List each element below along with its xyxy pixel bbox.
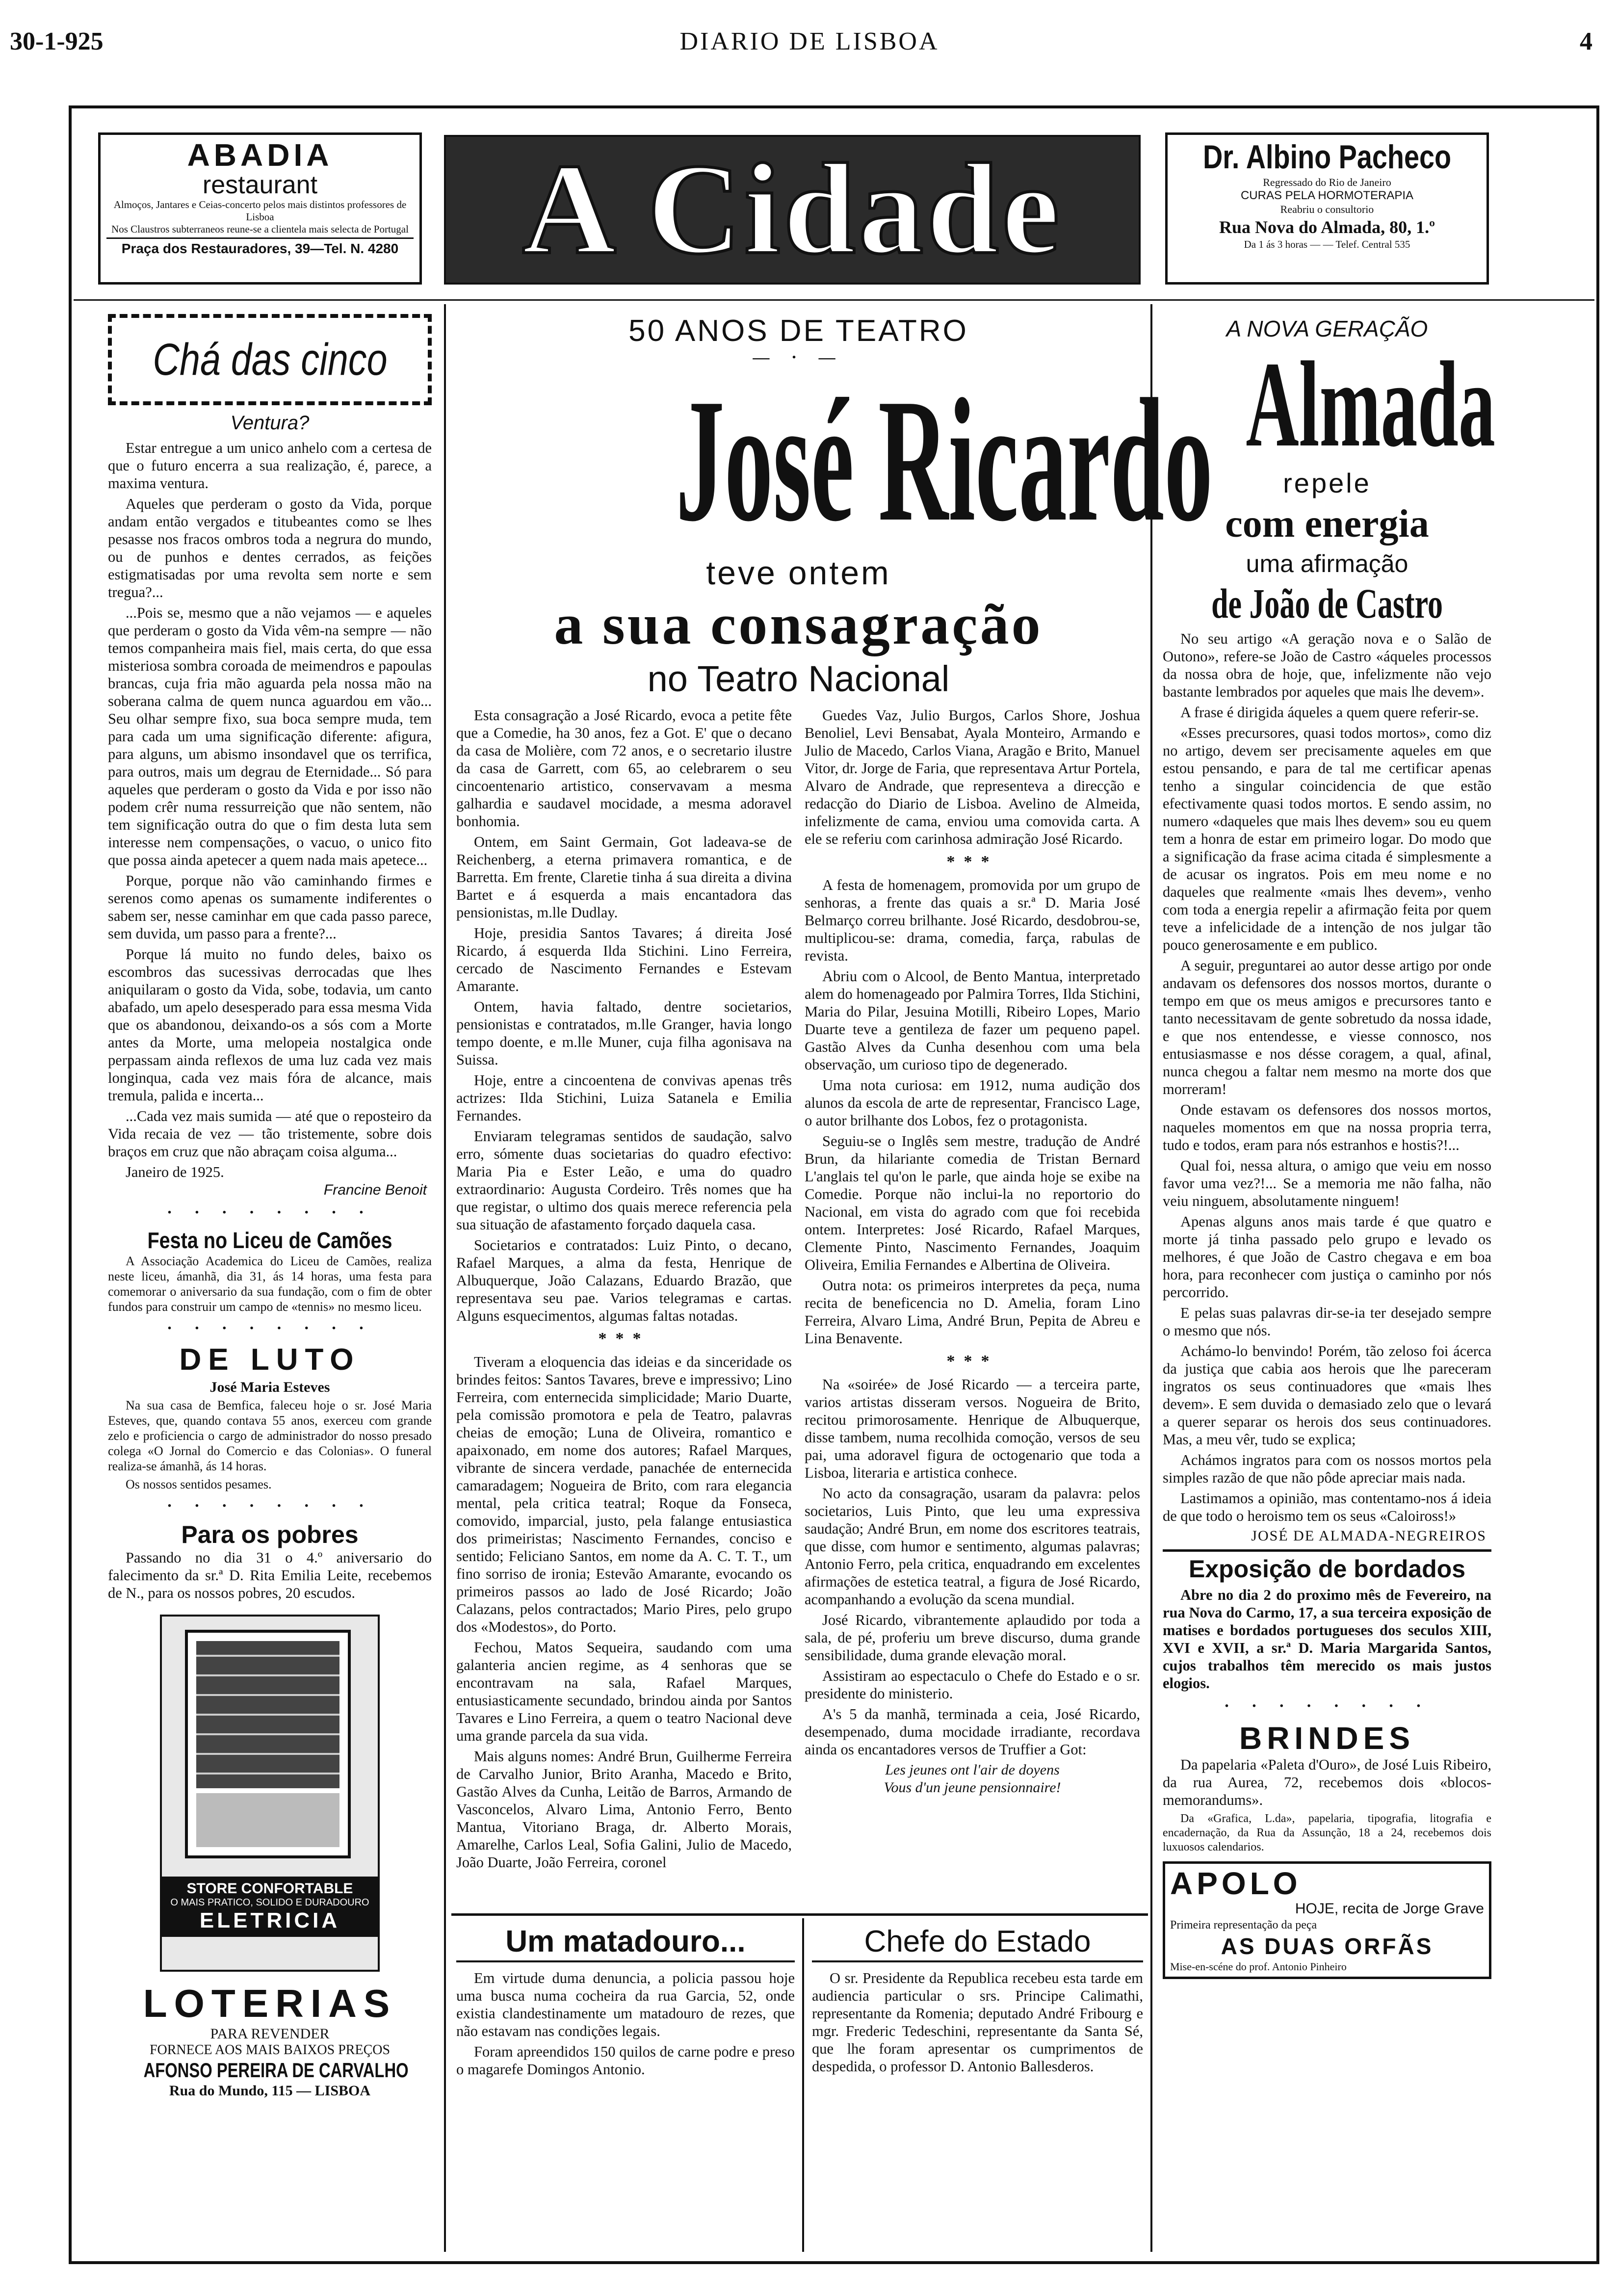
ad-pacheco-line1: Regressado do Rio de Janeiro <box>1263 176 1391 188</box>
store-ad-line3: ELETRICIA <box>199 1908 340 1932</box>
chefe-text: O sr. Presidente da Republica recebeu esta tarde em audiencia particular o srs. Principe Calimathi, representante da Romenia; deputado André Fribourg e mgr. Frederic Tedeschini, representante da Santa Sé, que lhe foram apresentar os cumprimentos de despedida, o professor D. Antonio Ballesderos. <box>812 1970 1143 2075</box>
ad-pacheco-line3: Reabriu o consultorio <box>1280 203 1374 215</box>
main-para: Tiveram a eloquencia das ideias e da sinceridade os brindes feitos: Santos Tavares, breve e impressivo; Lino Ferreira, com enternecida simplicidade; Mario Duarte, pela comissão promotora e pela de Teatro, palavras cheias de emoção; Luna de Oliveira, romantico e apaixonado, em nome dos autores; Rafael Marques, vibrante de sincera verdade, panachée de enternecida camaradagem; Nogueira de Brito, com rara elegancia mental, pela critica teatral; Roque da Fonseca, comovido, imparcial, justo, pela falange entusiastica dos primeiristas; Nascimento Fernandes, conciso e sentido; Feliciano Santos, em nome da A. C. T. T., um fino sorriso de ironia; Estevão Amarante, evocando os primeiros passos ao lado de José Ricardo; João Calazans, pelos contractados; Mario Pires, pelo grupo dos «Modestos», do Porto. <box>456 1354 792 1635</box>
divider: · · · · · · · · <box>166 1319 373 1337</box>
main-stars: *** <box>946 1352 998 1370</box>
almada-deck1: repele <box>1283 468 1371 498</box>
main-para: Na «soirée» de José Ricardo — a terceira parte, varios artistas disseram versos. Nogueira de Brito, recitou primorosamente. Henrique de Albuquerque, disse tambem, numa recolhida comoção, versos de seu pai, uma adoravel figura de octogenario que toda a Lisboa, literaria e artistica conhece. <box>805 1376 1140 1481</box>
main-stars: *** <box>598 1330 650 1348</box>
main-para: Mais alguns nomes: André Brun, Guilherme Ferreira de Carvalho Junior, Brito Aranha, Macedo e Brito, Gastão Alves da Cunha, Leitão de Barros, Armando de Vasconcelos, Alvaro Lima, Antonio Ferro, Bento Mantua, Vitoriano Braga, dr. Alberto Morais, Amarelhe, Carlos Leal, Sofia Galini, Julio de Macedo, João Duarte, João Ferreira, coronel <box>456 1748 792 1871</box>
luto-title: DE LUTO <box>179 1343 361 1377</box>
almada-body <box>1163 630 1491 1525</box>
rule-top <box>74 299 1594 301</box>
bordados-title: Exposição de bordados <box>1188 1555 1465 1583</box>
almada-para: Lastimamos a opinião, mas contentamo-nos á ideia de que todo o heroismo tem os seus «Caloiross!» <box>1163 1490 1491 1524</box>
masthead-title: A Cidade <box>522 137 1063 281</box>
liceu-body <box>108 1253 432 1314</box>
divider: — · — <box>753 348 844 366</box>
ad-abadia-line2: Nos Claustros subterraneos reune-se a clientela mais selecta de Portugal <box>111 223 409 235</box>
main-para: Ontem, havia faltado, dentre societarios, pensionistas e contratados, m.lle Granger, havia longo tempo doente, e m.lle Muner, cuja filha agonisava na Suissa. <box>456 998 792 1068</box>
cha-para: ...Pois se, mesmo que a não vejamos — e aqueles que perderam o gosto da Vida vêm-na sempre — não temos companheira mais fiel, mais certa, do que essa misteriosa sombra coroada de meimendros e papoulas brancas, cuja fria mão aguarda pela nossa mão na soberana calma de quem nunca aguardou em vão... Seu olhar sempre fixo, sua boca sempre muda, tem para cada um uma significação diferente: afigura, para alguns, um abismo insondavel que os terrifica, para outros, mais um degrau de Eternidade... Só para aqueles que perderam o gosto da Vida e por isso não podem crêr numa ressurreição que não sentem, não tem significação outra do que o fim desta luta sem interesse nem compensações, o vacuo, o unico fito que possa ainda apetecer a quem nada mais apetece... <box>108 604 432 868</box>
divider: · · · · · · · · <box>1224 1697 1431 1715</box>
cha-para: Janeiro de 1925. <box>126 1164 224 1180</box>
main-deck2: a sua consagração <box>554 592 1043 656</box>
apolo-line3: AS DUAS ORFÃS <box>1221 1933 1434 1959</box>
almada-para: Achámos ingratos para com os nossos mortos pela simples razão de que não pôde apreciar mais nada. <box>1163 1452 1491 1486</box>
main-kicker: 50 ANOS DE TEATRO <box>628 314 968 348</box>
almada-signature: JOSÉ DE ALMADA-NEGREIROS <box>1251 1528 1487 1544</box>
ad-abadia <box>98 132 422 285</box>
main-para: No acto da consagração, usaram da palavra: pelos societarios, Luis Pinto, que leu uma expressiva saudação; André Brun, em nome dos escritores teatrais, que disse, com humor e sentimento, algumas palavras; Antonio Ferro, pela critica, enquadrando em excelentes afirmações de estetica teatral, a figura de José Ricardo, acompanhando a evolução da scena mundial. <box>805 1485 1140 1608</box>
matadouro-text2: Foram apreendidos 150 quilos de carne podre e preso o magarefe Domingos Antonio. <box>456 2043 795 2078</box>
luto-body <box>108 1398 432 1492</box>
cha-box <box>108 314 432 405</box>
brindes-title: BRINDES <box>1239 1721 1415 1756</box>
store-ad-line2: O MAIS PRATICO, SOLIDO E DURADOURO <box>170 1897 369 1908</box>
ad-abadia-sub: restaurant <box>202 171 318 199</box>
luto-text: Na sua casa de Bemfica, faleceu hoje o sr. José Maria Esteves, que, quando contava 55 anos, exerceu com grande zelo e proficiencia o cargo de administrador do nosso presado colega «O Jornal do Comercio e das Colonias». O funeral realiza-se ámanhã, ás 14 horas. <box>108 1398 432 1473</box>
cha-para: Porque lá muito no fundo deles, baixo os escombros das sucessivas derrocadas que lhes aniquilaram o gosto da Vida, sobe, todavia, um canto abafado, um apelo desesperado para essa mesma Vida que os abandonou, deixando-os a sós com a Morte antes da Morte, uma melopeia nostalgica onde perpassam ainda reflexos de uma luz cada vez mais longinqua, cada vez mais fóra de alcance, mais tremula, palida e incerta... <box>108 946 432 1104</box>
matadouro <box>456 1923 795 2247</box>
ad-abadia-address: Praça dos Restauradores, 39—Tel. N. 4280 <box>106 237 414 259</box>
main-stars: *** <box>946 853 998 871</box>
main-para: A festa de homenagem, promovida por um grupo de senhoras, a frente das quais a sr.ª D. Maria José Belmarço correu brilhante. José Ricardo, desdobrou-se, multiplicou-se: drama, comedia, farça, rabulas de revista. <box>805 877 1140 964</box>
header-page: 4 <box>1580 27 1592 55</box>
store-ad-line1: STORE CONFORTABLE <box>186 1880 353 1897</box>
loterias-title: LOTERIAS <box>143 1982 397 2025</box>
matadouro-body <box>456 1969 795 2078</box>
main-para: Fechou, Matos Sequeira, saudando com uma galanteria ancien regime, as 4 senhoras que se encontravam na sala, Rafael Marques, entusiasticamente secundado, brindou ainda por Santos Tavares e Lino Ferreira, a quem o teatro Nacional deve uma grande parcela da sua vida. <box>456 1639 792 1744</box>
brindes-text1: Da papelaria «Paleta d'Ouro», de José Luis Ribeiro, da rua Aurea, 72, recebemos dois «blocos-memorandums». <box>1163 1756 1491 1808</box>
divider: · · · · · · · · <box>166 1203 373 1222</box>
store-ad <box>160 1615 380 1972</box>
chefe <box>812 1923 1143 2247</box>
main-headline: José Ricardo <box>676 362 1213 558</box>
main-para: Guedes Vaz, Julio Burgos, Carlos Shore, Joshua Benoliel, Levi Bensabat, Ayala Monteiro, Armando e Julio de Macedo, Carlos Viana, Aragão e Brito, Manuel Vitor, dr. Jorge de Faria, que representava Artur Portela, Alvaro de Andrade, que representeva a direcção e redacção do Diario de Lisboa. Avelino de Almeida, infelizmente de cama, enviou uma comovida carta. A ele se referiu com carinhosa admiração José Ricardo. <box>805 707 1140 847</box>
matadouro-title: Um matadouro... <box>456 1923 795 1962</box>
luto-end: Os nossos sentidos pesames. <box>126 1477 272 1491</box>
ad-abadia-line1: Almoços, Jantares e Ceias-concerto pelos mais distintos professores de Lisboa <box>113 199 407 223</box>
main-col-a <box>456 706 792 1874</box>
chefe-body <box>812 1969 1143 2075</box>
cha-author: Francine Benoit <box>323 1182 427 1198</box>
ad-pacheco-line4: Rua Nova do Almada, 80, 1.º <box>1219 217 1435 237</box>
almada-para: A seguir, preguntarei ao autor desse artigo por onde andavam os defensores dos nossos mortos, durante o tempo em que os meus amigos e precursores tanto e tanto necessitavam de gente sobretudo da nossa idade, e que nos entendesse, e viesse connosco, nos entusiasmasse e nos désse coragem, a qual, afinal, nunca chegou a faltar nem mesmo na morte dos que morreram! <box>1163 957 1491 1097</box>
main-para: Hoje, presidia Santos Tavares; á direita José Ricardo, á esquerda Ilda Stichini. Lino Ferreira, cercado de Nascimento Fernandes e Estevam Amarante. <box>456 925 792 994</box>
cha-para: Aqueles que perderam o gosto da Vida, porque andam então vergados e titubeantes como se lhes pesasse nos fracos ombros toda a negrura do mundo, ou de punhos e dentes cerrados, as feições estigmatisadas por uma revolta sem norte e sem tregua?... <box>108 496 432 600</box>
cha-para: ...Cada vez mais sumida — até que o reposteiro da Vida recaia de vez — tão tristemente, sobre dois braços em cruz que não abraçam coisa alguma... <box>108 1108 432 1160</box>
main-deck1: teve ontem <box>706 554 891 592</box>
almada-deck4: de João de Castro <box>1211 580 1443 627</box>
main-para: Uma nota curiosa: em 1912, numa audição dos alunos da escola de arte de representar, Francisco Lage, o autor brilhante dos Lobos, fez o protagonista. <box>805 1077 1140 1129</box>
almada-deck3: uma afirmação <box>1246 550 1408 577</box>
almada-para: Onde estavam os defensores dos nossos mortos, naqueles momentos em que na nossa propria terra, tudo e todos, eram para nós estranhos e hostis?!... <box>1163 1101 1491 1153</box>
liceu-title: Festa no Liceu de Camões <box>147 1227 392 1253</box>
main-para: Assistiram ao espectaculo o Chefe do Estado e o sr. presidente do ministerio. <box>805 1668 1140 1702</box>
pobres-title: Para os pobres <box>181 1521 359 1548</box>
almada-para: No seu artigo «A geração nova e o Salão de Outono», refere-se João de Castro «áqueles processos da nossa obra de hoje, que, infelizmente não vejo bastante lembrados por aqueles que mais lhe devem». <box>1163 630 1491 700</box>
liceu-text: A Associação Academica do Liceu de Camões, realiza neste liceu, ámanhã, dia 31, ás 14 horas, uma festa para comemorar o aniversario da sua fundação, com o fim de obter fundos para construir um campo de «tennis» no mesmo liceu. <box>108 1254 432 1314</box>
main-para: Abriu com o Alcool, de Bento Mantua, interpretado alem do homenageado por Palmira Torres, Ilda Stichini, Maria do Pilar, Jesuina Motilli, Ribeiro Lopes, Mario Duarte teve a gentileza de fazer um pequeno papel. Gastão Alves da Cunha desenhou com uma bela observação, um curioso tipo de degenerado. <box>805 968 1140 1073</box>
ad-pacheco-line5: Da 1 ás 3 horas — — Telef. Central 535 <box>1244 238 1410 250</box>
apolo-line1: HOJE, recita de Jorge Grave <box>1295 1901 1484 1917</box>
bordados-body <box>1163 1586 1491 1692</box>
pobres-body <box>108 1549 432 1602</box>
chefe-title: Chefe do Estado <box>812 1923 1143 1962</box>
loterias-line3: AFONSO PEREIRA DE CARVALHO <box>143 2059 409 2082</box>
apolo-ad <box>1163 1861 1491 1979</box>
main-headline-wrap <box>456 362 1213 558</box>
cha-body <box>108 439 432 1181</box>
almada-kicker: A NOVA GERAÇÃO <box>1226 316 1428 341</box>
left-column <box>108 314 432 2252</box>
almada-para: «Esses precursores, quasi todos mortos», como diz no artigo, devem ser precisamente aqueles em que estou pensando, e para de tal me certificar apenas tenho a singular coincidencia de que estão efectivamente quasi todos mortos. E sendo assim, no numero «daqueles que mais lhes devem» sou eu quem tem a honra de estar em primeiro logar. Do modo que a significação da frase acima citada é simplesmente a de acusar os ingratos. Pois em meu nome e no daqueles que realmente «mais lhes devem», venho com toda a energia repelir a afirmação feita por quem teve a infelicidade de a intenção de nos julgar tão pouco generosamente e em publico. <box>1163 725 1491 953</box>
main-col-b <box>805 706 1140 1874</box>
almada-para: Achámo-lo benvindo! Porém, tão zeloso foi ácerca da justiça que cabia aos herois que lhe pareceram ingratos os seus continuadores que «mais lhes devem». E sem duvida o demasiado zelo que o levará a querer separar os herois dos seus continuadores. Mas, a meu vêr, tudo se explica; <box>1163 1343 1491 1448</box>
main-body <box>456 706 1141 1874</box>
cha-subtitle: Ventura? <box>230 412 310 434</box>
ad-pacheco <box>1165 132 1489 285</box>
rule-right <box>1150 304 1152 2252</box>
apolo-line4: Mise-en-scéne do prof. Antonio Pinheiro <box>1170 1960 1347 1973</box>
luto-name: José Maria Esteves <box>209 1379 330 1395</box>
main-deck3: no Teatro Nacional <box>647 658 950 699</box>
window-blind-icon <box>162 1617 374 1872</box>
almada-headline-wrap <box>1163 337 1495 472</box>
loterias-line4: Rua do Mundo, 115 — LISBOA <box>169 2083 371 2099</box>
matadouro-text: Em virtude duma denuncia, a policia passou hoje uma busca numa cocheira da rua Garcia, 52, onde existia clandestinamente um matadouro de rezes, que não estavam nas condições legais. <box>456 1970 795 2039</box>
almada-para: A frase é dirigida áqueles a quem quere referir-se. <box>1180 704 1479 721</box>
almada-para: E pelas suas palavras dir-se-ia ter desejado sempre o mesmo que nós. <box>1163 1305 1491 1339</box>
brindes-text2: Da «Grafica, L.da», papelaria, tipografia, litografia e encadernação, da Rua da Assunção, 18 a 24, recebemos dois luxuosos calendarios. <box>1163 1812 1491 1853</box>
main-para: Outra nota: os primeiros interpretes da peça, numa recita de beneficencia no D. Amelia, foram Lino Ferreira, Alvaro Lima, André Brun, Pepita de Abreu e Lina Benavente. <box>805 1277 1140 1347</box>
divider: · · · · · · · · <box>166 1497 373 1515</box>
main-para: A's 5 da manhã, terminada a ceia, José Ricardo, desempenado, duma mocidade irradiante, recordava ainda os encantadores versos de Truffier a Got: <box>805 1706 1140 1758</box>
main-para: Societarios e contratados: Luiz Pinto, o decano, Rafael Marques, a alma da festa, Henrique de Albuquerque, João Calazans, Eduardo Brazão, que representava seu pae. Varios telegramas e cartas. Alguns esquecimentos, algumas faltas notadas. <box>456 1237 792 1324</box>
rule-left <box>444 304 446 2252</box>
apolo-title: APOLO <box>1170 1866 1302 1901</box>
almada-deck2: com energia <box>1225 502 1429 546</box>
loterias-line1: PARA REVENDER <box>210 2026 330 2042</box>
header-paper: DIARIO DE LISBOA <box>679 27 939 55</box>
rule-bottom-center <box>451 1913 1148 1916</box>
almada-headline: Almada <box>1246 337 1495 472</box>
rule-bottom-split <box>802 1918 804 2252</box>
almada-para: Qual foi, nessa altura, o amigo que veiu em nosso favor uma vez?!... Se a memoria me não falha, não veiu ninguem, absolutamente ninguem! <box>1163 1157 1491 1209</box>
cha-title: Chá das cinco <box>152 334 388 385</box>
main-para: Ontem, em Saint Germain, Got ladeava-se de Reichenberg, a eterna primavera romantica, e de Barretta. Em frente, Claretie tinha á sua direita a divina Bartet e á esquerda a mais encantadora das pensionistas, m.lle Dudlay. <box>456 834 792 921</box>
right-column <box>1163 314 1495 2252</box>
main-para: Esta consagração a José Ricardo, evoca a petite fête que a Comedie, ha 30 anos, fez a Got. E' que o decano da casa de Molière, com 72 anos, e o secretario ilustre da casa de Garrett, com 65, ao celebrarem o seu cincoentenario artistico, conservavam a mesma galhardia e saudavel mocidade, a mesma adoravel bonhomia. <box>456 707 792 830</box>
pobres-text: Passando no dia 31 o 4.º aniversario do falecimento da sr.ª D. Rita Emilia Leite, recebemos de N., para os nossos pobres, 20 escudos. <box>108 1549 432 1601</box>
main-verse2: Vous d'un jeune pensionnaire! <box>884 1779 1061 1796</box>
apolo-line2: Primeira representação da peça <box>1170 1919 1317 1931</box>
almada-para: Apenas alguns anos mais tarde é que quatro e morte já tinha passado pelo grupo e levado os melhores, é que João de Castro chegava e em boa hora, para reconhecer com justiça o caminho por nós percorrido. <box>1163 1213 1491 1301</box>
main-para: Seguiu-se o Inglês sem mestre, tradução de André Brun, da hilariante comedia de Tristan Bernard L'anglais tel qu'on le parle, que ainda hoje se exibe na Comedie. Porque não inclui-la no reportorio do Nacional, em vista do agrado com que foi recebida ontem. Interpretes: José Ricardo, Rafael Marques, Clemente Pinto, Nascimento Fernandes, Joaquim Oliveira, Emilia Fernandes e Albertina de Oliveira. <box>805 1133 1140 1273</box>
main-para: Hoje, entre a cincoentena de convivas apenas três actrizes: Ilda Stichini, Luiza Satanela e Emilia Fernandes. <box>456 1072 792 1124</box>
main-verse1: Les jeunes ont l'air de doyens <box>885 1762 1060 1778</box>
cha-para: Porque, porque não vão caminhando firmes e serenos como apenas os sumamente indiferentes o sabem ser, nesse caminhar em que cada passo parece, sem duvida, um passo para a frente?... <box>108 872 432 942</box>
main-article <box>456 314 1213 1904</box>
header-date: 30-1-925 <box>10 27 104 55</box>
masthead <box>444 135 1141 285</box>
ad-pacheco-name: Dr. Albino Pacheco <box>1202 138 1452 176</box>
cha-para: Estar entregue a um unico anhelo com a certesa de que o futuro encerra a sua realização, é, parece, a maxima ventura. <box>108 440 432 492</box>
ad-abadia-name: ABADIA <box>187 137 333 173</box>
bordados-text: Abre no dia 2 do proximo mês de Fevereiro, na rua Nova do Carmo, 17, a sua terceira exposição de matises e bordados portugueses dos seculos XIII, XVI e XVII, a sr.ª D. Maria Margarida Santos, cujos trabalhos têm merecido os mais justos elogios. <box>1163 1587 1491 1692</box>
ad-pacheco-line2: CURAS PELA HORMOTERAPIA <box>1240 189 1414 202</box>
main-para: Enviaram telegramas sentidos de saudação, salvo erro, sómente duas societarias do quadro efectivo: Maria Pia e Ester Leão, e uma do quadro extraordinario: Augusta Cordeiro. Três nomes que ha que registar, o ultimo dos quais merece referencia pela sua situação de afastamento forçado daquela casa. <box>456 1128 792 1233</box>
brindes-body <box>1163 1756 1491 1854</box>
loterias-line2: FORNECE AOS MAIS BAIXOS PREÇOS <box>149 2042 391 2058</box>
main-para: José Ricardo, vibrantemente aplaudido por toda a sala, de pé, proferiu um breve discurso, duma grande sensibilidade, duma grande elevação moral. <box>805 1612 1140 1664</box>
